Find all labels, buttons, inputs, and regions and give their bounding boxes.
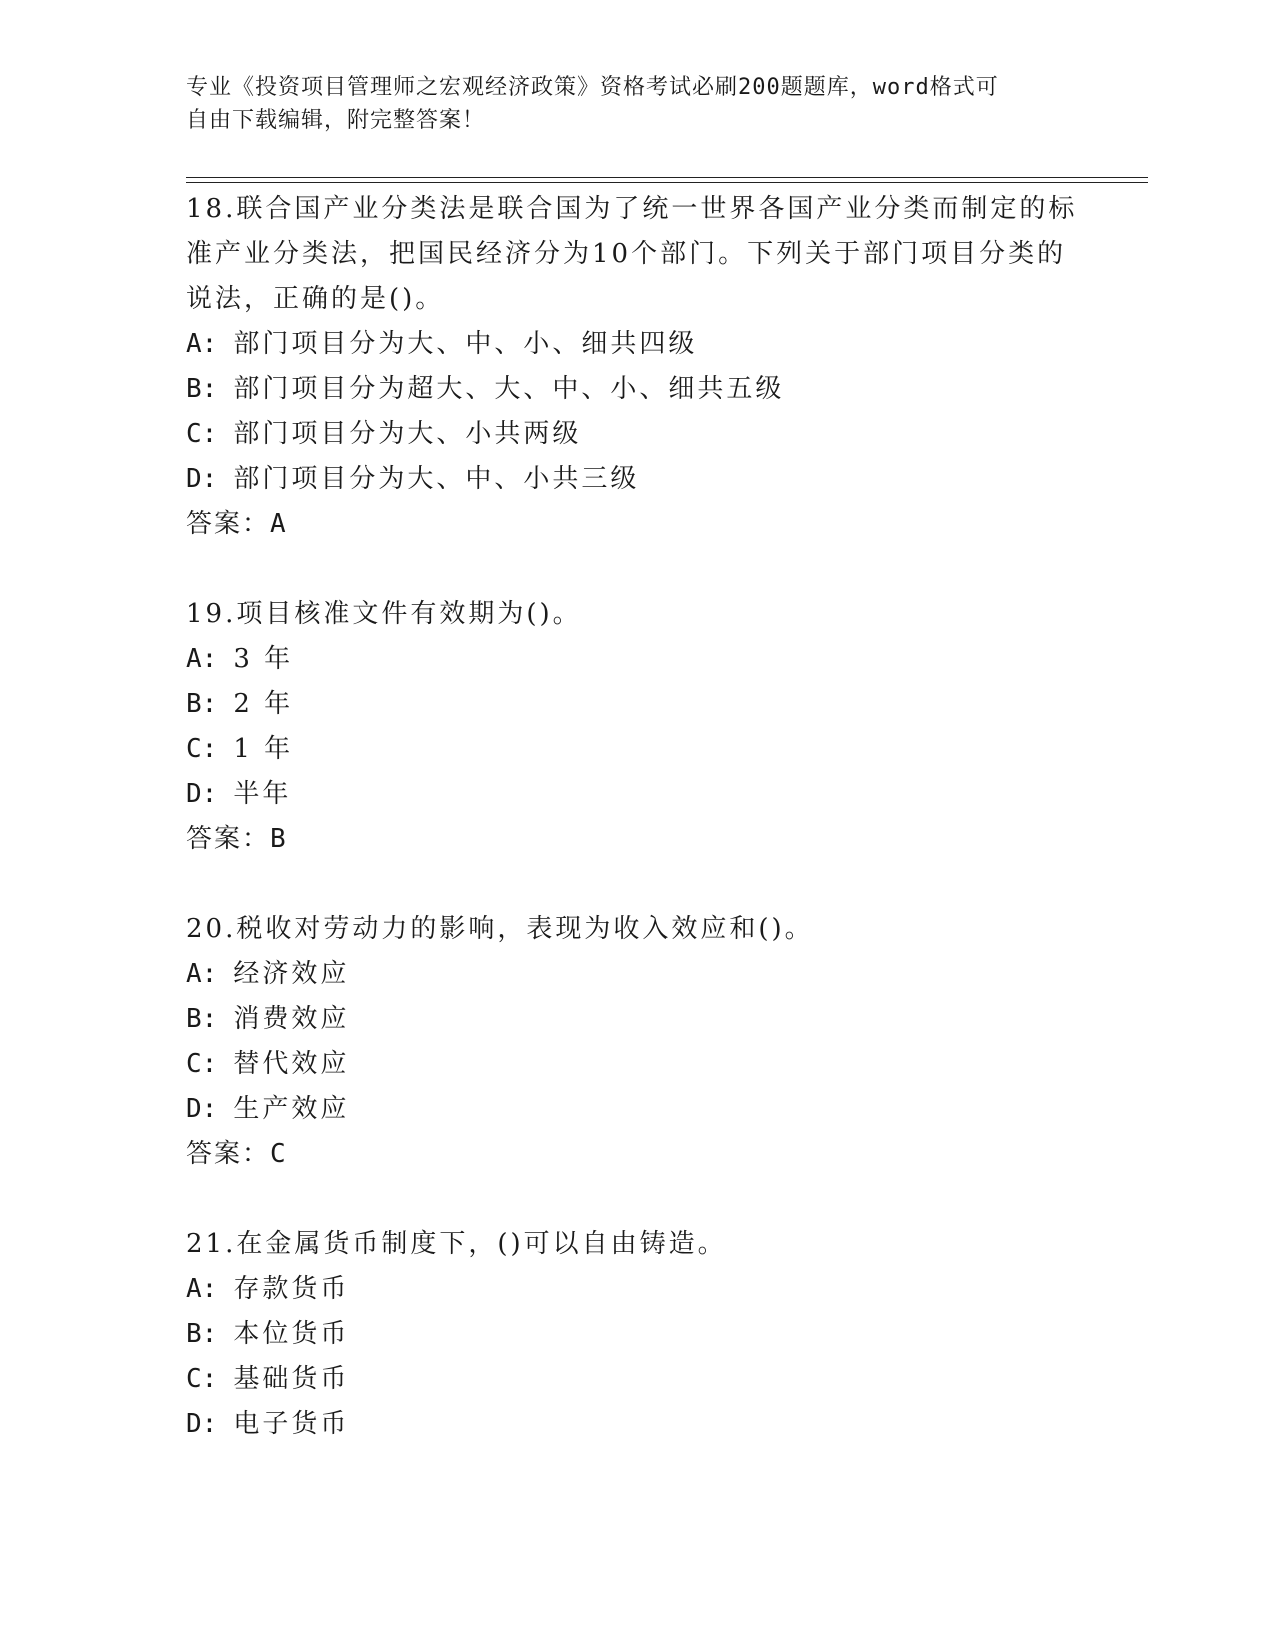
option-b: [186, 682, 1086, 727]
option-text: 1 年: [233, 734, 294, 764]
question-20: [186, 907, 1086, 1177]
option-letter: D:: [186, 1409, 218, 1439]
answer-label: 答案：: [186, 1139, 271, 1169]
option-letter: D:: [186, 464, 218, 494]
answer-value: C: [270, 1139, 288, 1169]
option-letter: C:: [186, 734, 218, 764]
document-header: [186, 71, 1086, 137]
option-letter: D:: [186, 779, 218, 809]
option-text: 部门项目分为超大、大、中、小、细共五级: [233, 374, 785, 404]
question-text-line: 18.联合国产业分类法是联合国为了统一世界各国产业分类而制定的标: [186, 194, 1078, 224]
option-letter: C:: [186, 1049, 218, 1079]
option-d: [186, 772, 1086, 817]
answer-label: 答案：: [186, 509, 271, 539]
question-19: [186, 592, 1086, 862]
option-text: 生产效应: [233, 1094, 350, 1124]
option-d: [186, 1087, 1086, 1132]
question-text-line: 说法，正确的是()。: [186, 284, 445, 314]
option-text: 部门项目分为大、中、小、细共四级: [233, 329, 698, 359]
option-text: 半年: [233, 779, 292, 809]
option-text: 3 年: [233, 644, 294, 674]
option-a: [186, 952, 1086, 997]
option-c: [186, 412, 1086, 457]
option-letter: B:: [186, 689, 218, 719]
option-letter: B:: [186, 1004, 218, 1034]
option-text: 存款货币: [233, 1274, 350, 1304]
option-letter: B:: [186, 1319, 218, 1349]
option-letter: B:: [186, 374, 218, 404]
answer-line: [186, 817, 1086, 862]
option-letter: A:: [186, 644, 218, 674]
option-letter: D:: [186, 1094, 218, 1124]
answer-value: B: [270, 824, 288, 854]
option-c: [186, 727, 1086, 772]
option-letter: A:: [186, 959, 218, 989]
answer-line: [186, 502, 1086, 547]
option-d: [186, 457, 1086, 502]
option-d: [186, 1402, 1086, 1447]
option-a: [186, 322, 1086, 367]
option-a: [186, 1267, 1086, 1312]
option-c: [186, 1357, 1086, 1402]
question-21: [186, 1222, 1086, 1447]
question-text-line: 21.在金属货币制度下，()可以自由铸造。: [186, 1229, 727, 1259]
option-text: 部门项目分为大、小共两级: [233, 419, 582, 449]
question-text-line: 20.税收对劳动力的影响，表现为收入效应和()。: [186, 914, 814, 944]
option-letter: C:: [186, 419, 218, 449]
option-letter: A:: [186, 329, 218, 359]
question-18: [186, 187, 1086, 547]
answer-line: [186, 1132, 1086, 1177]
option-c: [186, 1042, 1086, 1087]
option-a: [186, 637, 1086, 682]
option-letter: A:: [186, 1274, 218, 1304]
header-divider-bottom: [186, 182, 1148, 183]
option-text: 基础货币: [233, 1364, 350, 1394]
option-text: 部门项目分为大、中、小共三级: [233, 464, 640, 494]
answer-value: A: [270, 509, 288, 539]
option-b: [186, 997, 1086, 1042]
question-text-line: 准产业分类法，把国民经济分为10个部门。下列关于部门项目分类的: [186, 239, 1067, 269]
answer-label: 答案：: [186, 824, 271, 854]
option-b: [186, 1312, 1086, 1357]
header-line-2: 自由下载编辑，附完整答案！: [186, 108, 486, 133]
option-text: 替代效应: [233, 1049, 350, 1079]
option-text: 电子货币: [233, 1409, 350, 1439]
option-text: 经济效应: [233, 959, 350, 989]
option-b: [186, 367, 1086, 412]
option-letter: C:: [186, 1364, 218, 1394]
option-text: 消费效应: [233, 1004, 350, 1034]
option-text: 本位货币: [233, 1319, 350, 1349]
header-divider-top: [186, 177, 1148, 178]
question-list: [186, 187, 1086, 1492]
header-line-1: 专业《投资项目管理师之宏观经济政策》资格考试必刷200题题库，word格式可: [186, 75, 999, 100]
question-text-line: 19.项目核准文件有效期为()。: [186, 599, 582, 629]
option-text: 2 年: [233, 689, 294, 719]
